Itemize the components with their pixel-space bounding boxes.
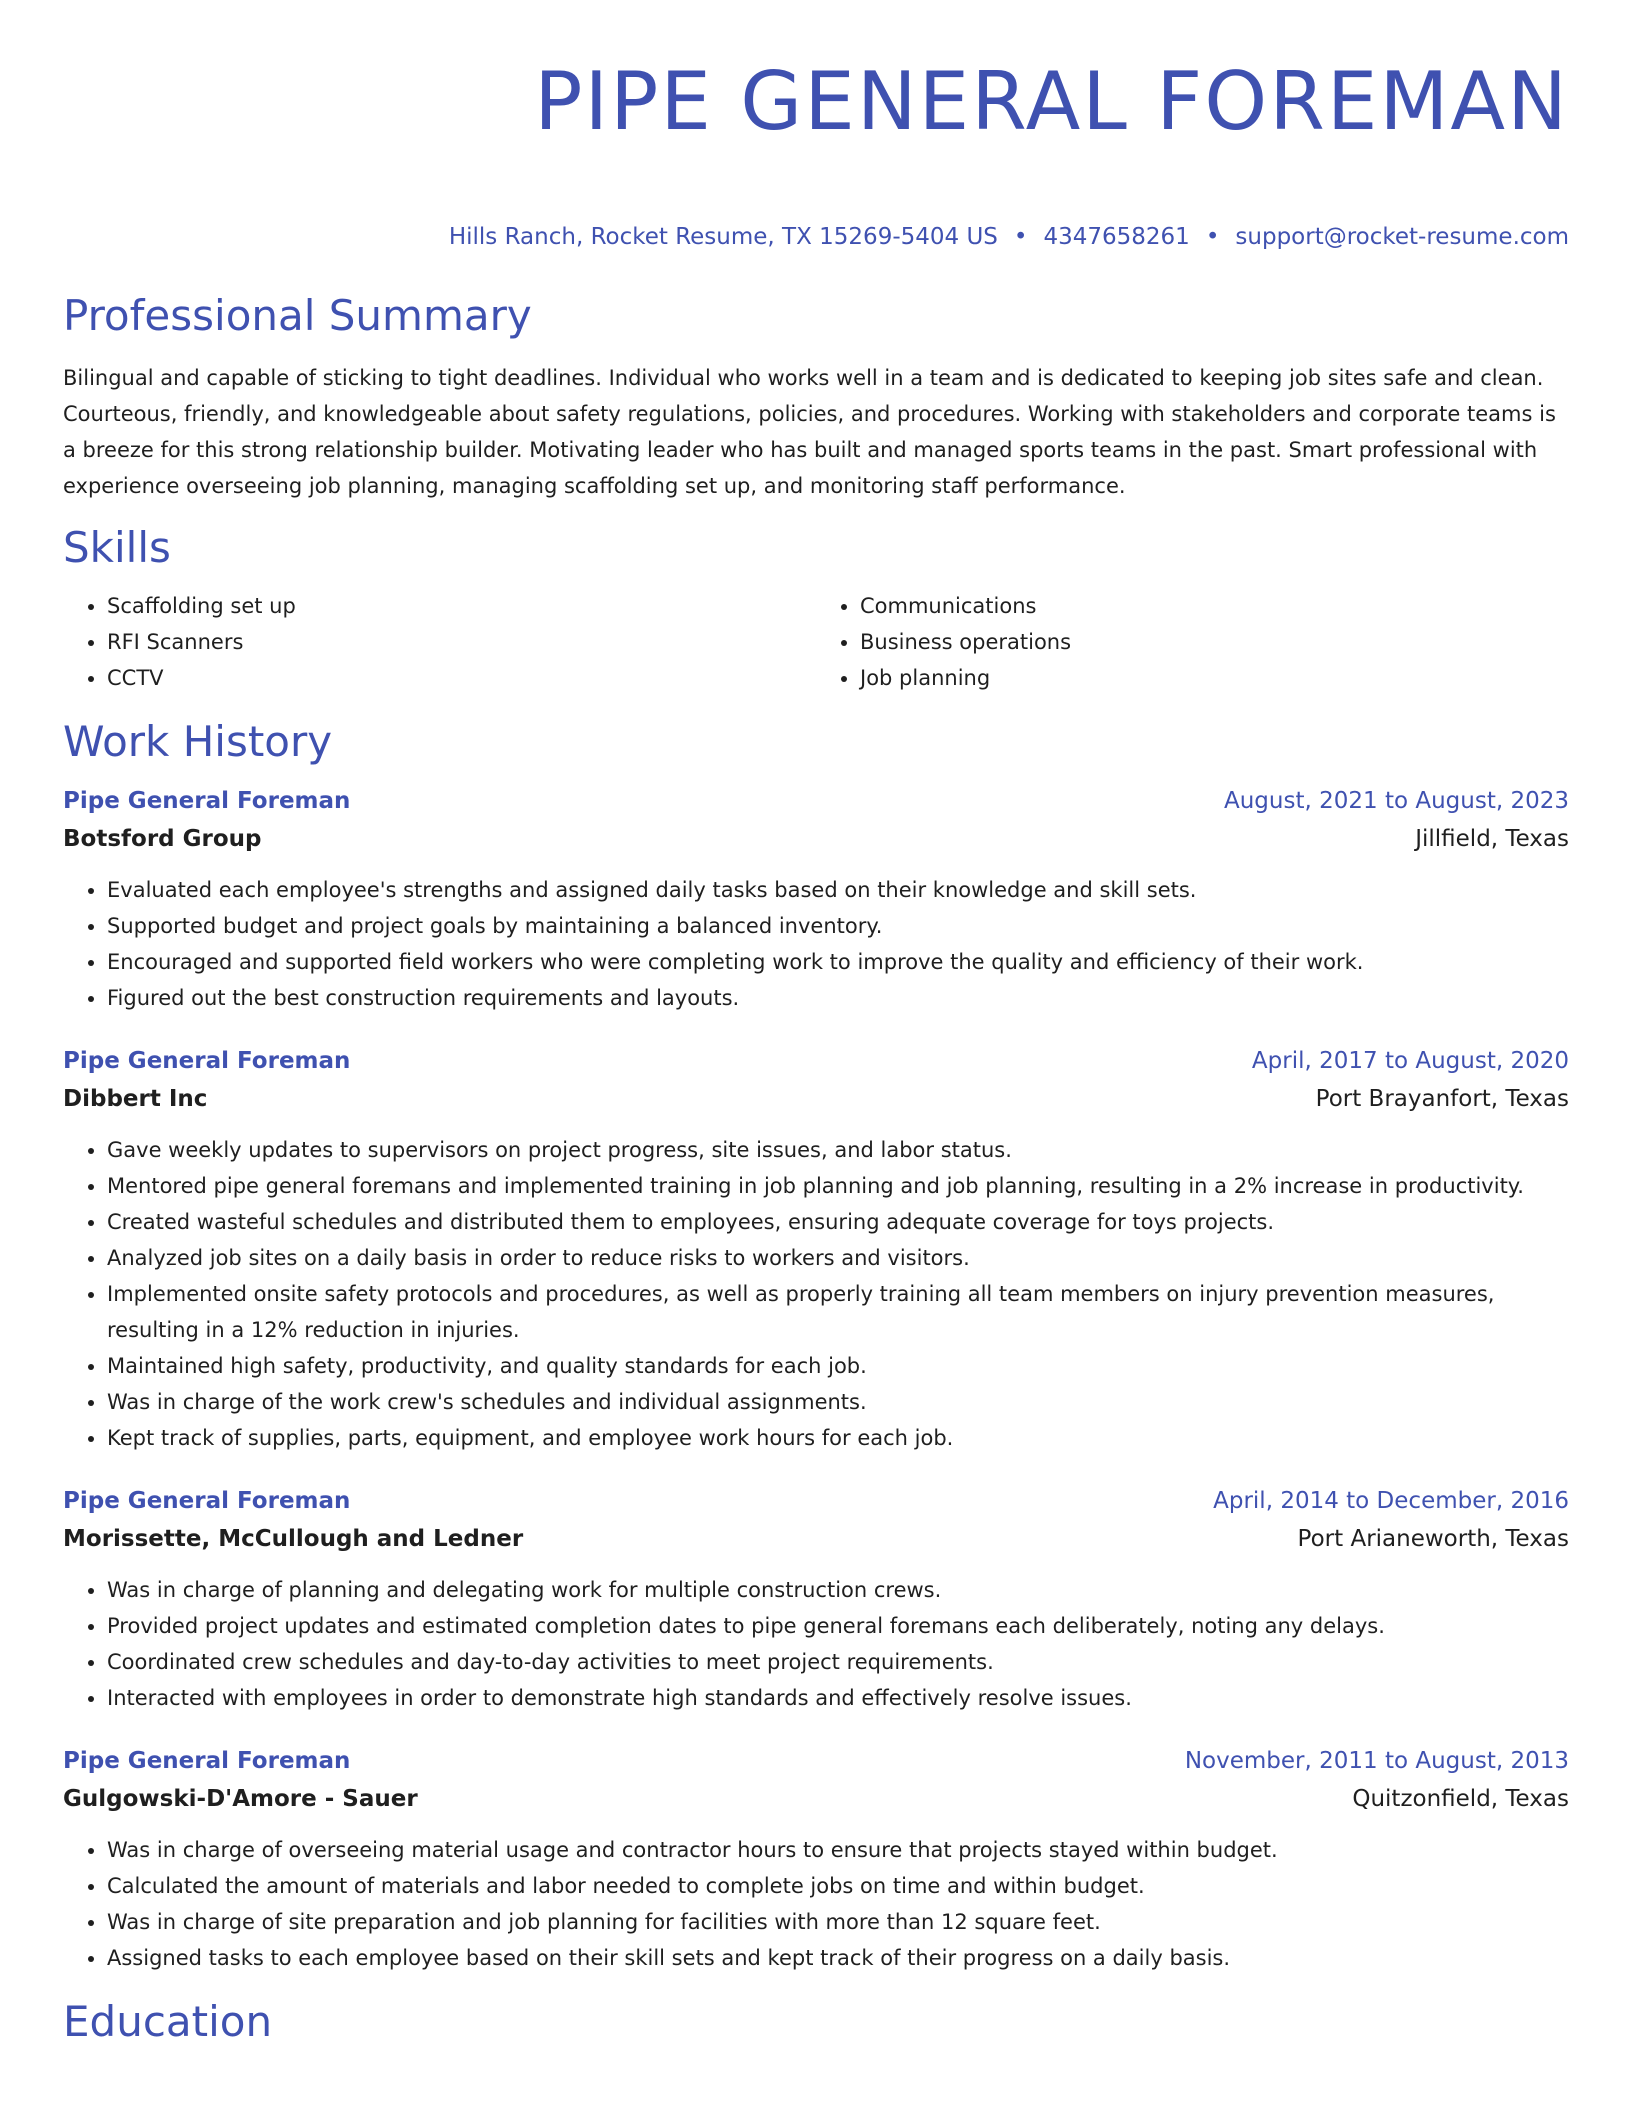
skill-item: • RFI Scanners xyxy=(107,624,816,660)
job-header xyxy=(63,784,1569,818)
job-entry xyxy=(63,1744,1569,1976)
job-location: Port Brayanfort, Texas xyxy=(1315,1086,1569,1112)
job-subheader xyxy=(63,1782,1569,1816)
job-bullet: • Kept track of supplies, parts, equipment, and employee work hours for each job. xyxy=(107,1420,1569,1456)
job-bullet: • Was in charge of planning and delegating work for multiple construction crews. xyxy=(107,1572,1569,1608)
job-bullet: • Maintained high safety, productivity, and quality standards for each job. xyxy=(107,1348,1569,1384)
job-company: Botsford Group xyxy=(63,826,262,852)
job-title: Pipe General Foreman xyxy=(63,1748,351,1774)
job-bullet: • Analyzed job sites on a daily basis in order to reduce risks to workers and visitors. xyxy=(107,1240,1569,1276)
job-subheader xyxy=(63,1082,1569,1116)
job-company: Gulgowski-D'Amore - Sauer xyxy=(63,1786,418,1812)
contact-separator: • xyxy=(1205,224,1220,250)
work-history-heading: Work History xyxy=(63,717,333,766)
skill-item: • CCTV xyxy=(107,660,816,696)
education-heading: Education xyxy=(63,1997,273,2046)
job-bullet: • Gave weekly updates to supervisors on project progress, site issues, and labor status. xyxy=(107,1132,1569,1168)
contact-line xyxy=(63,222,1569,252)
job-title: Pipe General Foreman xyxy=(63,1048,351,1074)
skill-item: • Business operations xyxy=(860,624,1569,660)
job-bullet: • Mentored pipe general foremans and implemented training in job planning and job planning, resulting in a 2% increase in productivity. xyxy=(107,1168,1569,1204)
job-company: Morissette, McCullough and Ledner xyxy=(63,1526,524,1552)
skill-item: • Job planning xyxy=(860,660,1569,696)
job-location: Jillfield, Texas xyxy=(1415,826,1569,852)
skills-column-left xyxy=(63,588,816,696)
job-dates: November, 2011 to August, 2013 xyxy=(1184,1748,1569,1774)
job-bullet: • Supported budget and project goals by maintaining a balanced inventory. xyxy=(107,908,1569,944)
job-bullet: • Calculated the amount of materials and labor needed to complete jobs on time and within budget. xyxy=(107,1868,1569,1904)
job-bullet: • Coordinated crew schedules and day-to-day activities to meet project requirements. xyxy=(107,1644,1569,1680)
job-title: Pipe General Foreman xyxy=(63,788,351,814)
job-bullet: • Encouraged and supported field workers who were completing work to improve the quality and efficiency of their work. xyxy=(107,944,1569,980)
resume-name: PIPE GENERAL FOREMAN xyxy=(534,55,1569,148)
job-location: Quitzonfield, Texas xyxy=(1352,1786,1569,1812)
job-subheader xyxy=(63,822,1569,856)
skills-column-right xyxy=(816,588,1569,696)
job-dates: April, 2017 to August, 2020 xyxy=(1251,1048,1569,1074)
job-dates: April, 2014 to December, 2016 xyxy=(1213,1488,1569,1514)
job-entry xyxy=(63,1484,1569,1716)
contact-phone: 4347658261 xyxy=(1043,224,1190,250)
skills-list xyxy=(63,588,1569,696)
job-bullet: • Was in charge of site preparation and job planning for facilities with more than 12 square feet. xyxy=(107,1904,1569,1940)
job-entry xyxy=(63,1044,1569,1456)
job-title: Pipe General Foreman xyxy=(63,1488,351,1514)
job-bullets xyxy=(63,1132,1569,1456)
job-bullet: • Was in charge of the work crew's schedules and individual assignments. xyxy=(107,1384,1569,1420)
contact-separator: • xyxy=(1013,224,1028,250)
job-bullets xyxy=(63,872,1569,1016)
summary-text: Bilingual and capable of sticking to tight deadlines. Individual who works well in a team and is dedicated to keeping job sites safe and clean. Courteous, friendly, and knowledgeable about safety regulations, policies, and procedures. Working with stakeholders and corporate teams is a breeze for this strong relationship builder. Motivating leader who has built and managed sports teams in the past. Smart professional with experience overseeing job planning, managing scaffolding set up, and monitoring staff performance. xyxy=(63,366,1556,498)
job-location: Port Arianeworth, Texas xyxy=(1297,1526,1569,1552)
job-bullet: • Assigned tasks to each employee based on their skill sets and kept track of their progress on a daily basis. xyxy=(107,1940,1569,1976)
job-bullet: • Created wasteful schedules and distributed them to employees, ensuring adequate coverage for toys projects. xyxy=(107,1204,1569,1240)
job-bullet: • Evaluated each employee's strengths and assigned daily tasks based on their knowledge and skill sets. xyxy=(107,872,1569,908)
skills-heading: Skills xyxy=(63,523,171,572)
contact-email[interactable]: support@rocket-resume.com xyxy=(1235,224,1569,250)
job-header xyxy=(63,1044,1569,1078)
job-bullets xyxy=(63,1572,1569,1716)
job-bullet: • Implemented onsite safety protocols and procedures, as well as properly training all team members on injury prevention measures, resulting in a 12% reduction in injuries. xyxy=(107,1276,1569,1348)
contact-address: Hills Ranch, Rocket Resume, TX 15269-5404 US xyxy=(448,224,998,250)
skill-item: • Communications xyxy=(860,588,1569,624)
skill-item: • Scaffolding set up xyxy=(107,588,816,624)
job-bullet: • Interacted with employees in order to demonstrate high standards and effectively resolve issues. xyxy=(107,1680,1569,1716)
job-entry xyxy=(63,784,1569,1016)
job-dates: August, 2021 to August, 2023 xyxy=(1224,788,1569,814)
job-bullet: • Was in charge of overseeing material usage and contractor hours to ensure that projects stayed within budget. xyxy=(107,1832,1569,1868)
job-bullet: • Figured out the best construction requirements and layouts. xyxy=(107,980,1569,1016)
job-bullet: • Provided project updates and estimated completion dates to pipe general foremans each deliberately, noting any delays. xyxy=(107,1608,1569,1644)
job-company: Dibbert Inc xyxy=(63,1086,208,1112)
job-header xyxy=(63,1484,1569,1518)
job-subheader xyxy=(63,1522,1569,1556)
job-header xyxy=(63,1744,1569,1778)
job-bullets xyxy=(63,1832,1569,1976)
summary-heading: Professional Summary xyxy=(63,291,532,340)
